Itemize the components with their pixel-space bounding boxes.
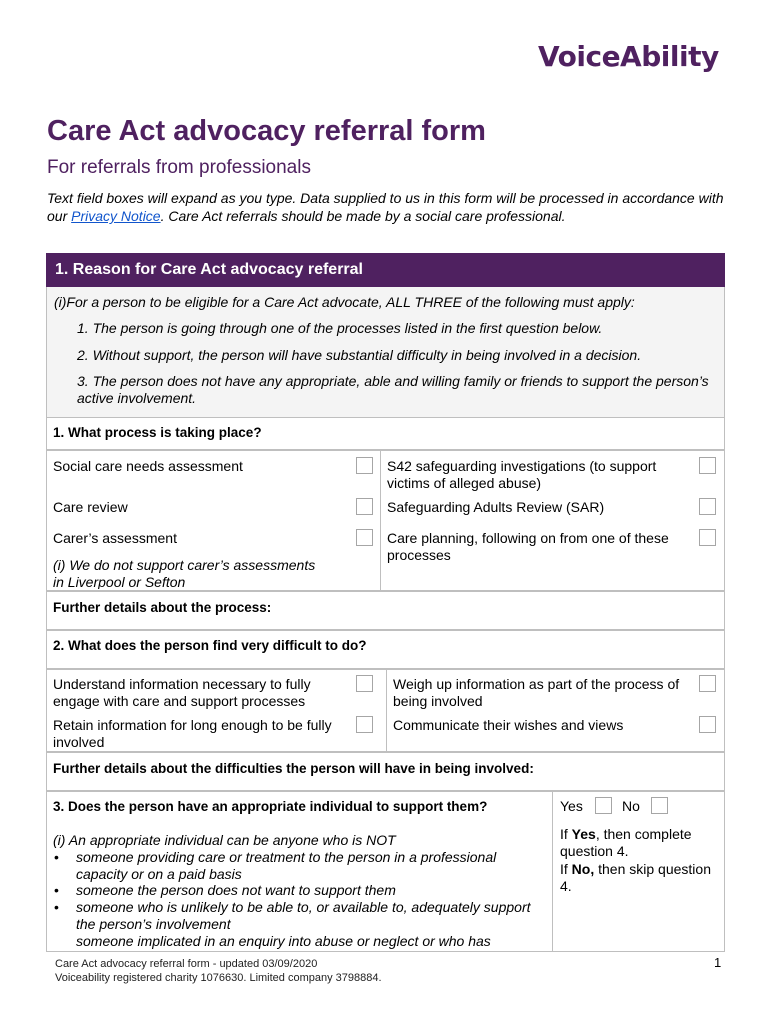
- q1-option-label: S42 safeguarding investigations (to support victims of alleged abuse): [387, 458, 657, 491]
- page-number: 1: [714, 955, 722, 970]
- footer-line-2: Voiceability registered charity 1076630. Limited company 3798884.: [55, 972, 382, 984]
- q3-section: [46, 791, 725, 952]
- q2-option-label: Communicate their wishes and views: [393, 717, 624, 733]
- eligibility-intro: (i)For a person to be eligible for a Care Act advocate, ALL THREE of the following must apply:: [54, 294, 635, 310]
- q1-divider: [380, 451, 381, 591]
- q1-checkbox-carers-assessment[interactable]: [356, 529, 373, 546]
- q1-checkbox-social-care-needs[interactable]: [356, 457, 373, 474]
- q2-checkbox-understand[interactable]: [356, 675, 373, 692]
- q1-label: 1. What process is taking place?: [53, 425, 262, 440]
- q1-further-label: Further details about the process:: [53, 600, 272, 615]
- q2-divider: [386, 670, 387, 752]
- q2-checkbox-retain[interactable]: [356, 716, 373, 733]
- q3-no-checkbox[interactable]: [651, 797, 668, 814]
- intro-text: Text field boxes will expand as you type. Data supplied to us in this form will be processed in accordance with our Privacy Notice. Care Act referrals should be made by a social care professional.: [47, 190, 724, 224]
- q2-further-label: Further details about the difficulties the person will have in being involved:: [53, 761, 534, 776]
- q2-checkbox-communicate[interactable]: [699, 716, 716, 733]
- q1-header: [46, 417, 725, 450]
- q3-bullet: • someone who is unlikely to be able to, or available to, adequately support the person’s involvement: [76, 899, 546, 933]
- q2-option-label: Retain information for long enough to be fully involved: [53, 717, 332, 750]
- q1-option-label: Safeguarding Adults Review (SAR): [387, 499, 605, 515]
- eligibility-info: [46, 287, 725, 417]
- q2-option-label: Weigh up information as part of the process of being involved: [393, 676, 680, 709]
- q1-checkbox-care-review[interactable]: [356, 498, 373, 515]
- page-title: Care Act advocacy referral form: [47, 115, 486, 147]
- criterion-3: 3. The person does not have any appropriate, able and willing family or friends to support the person’s active involvement.: [77, 373, 709, 406]
- q3-instruction-yes: If Yes, then complete question 4.: [560, 826, 692, 859]
- q1-option-label: Carer’s assessment: [53, 530, 177, 546]
- q3-label: 3. Does the person have an appropriate individual to support them?: [53, 799, 488, 814]
- privacy-notice-link[interactable]: Privacy Notice: [71, 208, 161, 224]
- q2-options: [46, 669, 725, 752]
- q3-divider: [552, 792, 553, 952]
- footer-line-1: Care Act advocacy referral form - updated 03/09/2020: [55, 958, 318, 970]
- q3-yes-label: Yes: [560, 798, 583, 814]
- q1-further-details[interactable]: [46, 591, 725, 630]
- q2-further-details[interactable]: [46, 752, 725, 791]
- q1-options: [46, 450, 725, 591]
- q2-label: 2. What does the person find very difficult to do?: [53, 638, 367, 653]
- page-subtitle: For referrals from professionals: [47, 157, 311, 178]
- q1-option-label: Care planning, following on from one of these processes: [387, 530, 669, 563]
- q2-header: [46, 630, 725, 669]
- q3-note: (i) An appropriate individual can be anyone who is NOT: [53, 832, 396, 848]
- q3-yes-checkbox[interactable]: [595, 797, 612, 814]
- q3-instruction-no: If No, then skip question 4.: [560, 861, 711, 894]
- q2-checkbox-weigh-up[interactable]: [699, 675, 716, 692]
- q1-option-label: Social care needs assessment: [53, 458, 243, 474]
- footer: [55, 957, 382, 985]
- section-1-heading: 1. Reason for Care Act advocacy referral: [46, 253, 725, 287]
- q1-checkbox-sar[interactable]: [699, 498, 716, 515]
- q3-bullet: • someone the person does not want to support them: [76, 882, 546, 899]
- q1-carer-note: (i) We do not support carer’s assessments in Liverpool or Sefton: [53, 557, 316, 589]
- criterion-2: 2. Without support, the person will have substantial difficulty in being involved in a decision.: [77, 347, 642, 363]
- criterion-1: 1. The person is going through one of the processes listed in the first question below.: [77, 320, 603, 336]
- q2-option-label: Understand information necessary to fully engage with care and support processes: [53, 676, 311, 709]
- voiceability-logo: VoiceAbility: [538, 40, 719, 73]
- q1-option-label: Care review: [53, 499, 128, 515]
- q3-bullet: • someone providing care or treatment to the person in a professional capacity or on a paid basis: [76, 849, 546, 883]
- q1-checkbox-care-planning[interactable]: [699, 529, 716, 546]
- q3-no-label: No: [622, 798, 640, 814]
- q1-checkbox-s42[interactable]: [699, 457, 716, 474]
- q3-bullet: • someone implicated in an enquiry into abuse or neglect or who has: [76, 933, 546, 950]
